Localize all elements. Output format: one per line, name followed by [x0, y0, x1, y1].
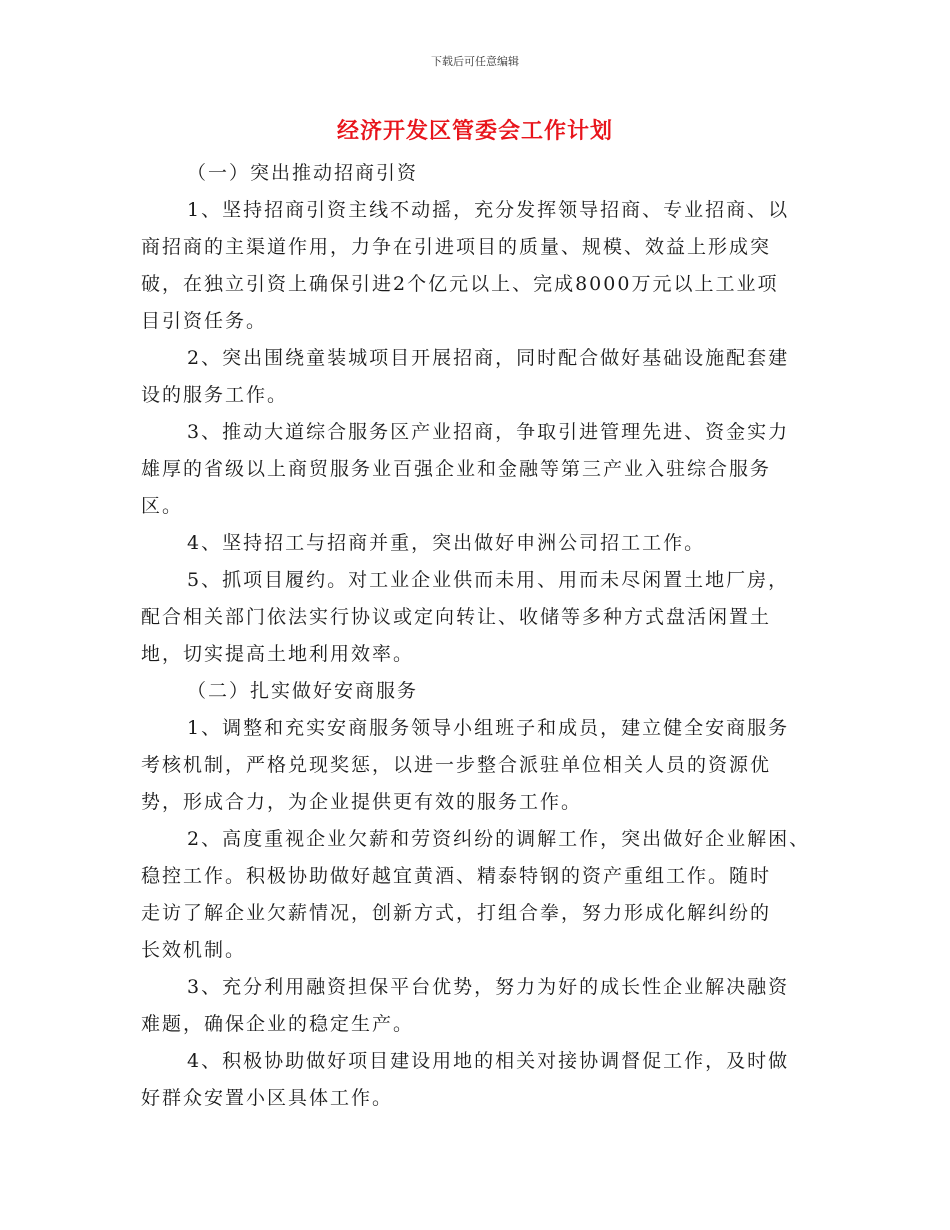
paragraph-line: 雄厚的省级以上商贸服务业百强企业和金融等第三产业入驻综合服务 [141, 458, 772, 480]
paragraph-line: 1、坚持招商引资主线不动摇，充分发挥领导招商、专业招商、以 [187, 199, 790, 221]
paragraph-line: 长效机制。 [141, 939, 247, 961]
paragraph-line: 2、突出围绕童装城项目开展招商，同时配合做好基础设施配套建 [187, 347, 790, 369]
paragraph-line: 3、推动大道综合服务区产业招商，争取引进管理先进、资金实力 [187, 421, 790, 443]
paragraph-line: 5、抓项目履约。对工业企业供而未用、用而未尽闲置土地厂房， [187, 569, 790, 591]
document-body [141, 155, 811, 1117]
paragraph-line: 4、坚持招工与招商并重，突出做好申洲公司招工工作。 [187, 532, 706, 554]
document-title: 经济开发区管委会工作计划 [336, 119, 613, 144]
paragraph-line: 3、充分利用融资担保平台优势，努力为好的成长性企业解决融资 [187, 976, 790, 998]
paragraph-line: 商招商的主渠道作用，力争在引进项目的质量、规模、效益上形成突 [141, 236, 772, 258]
paragraph-line: 走访了解企业欠薪情况，创新方式，打组合拳，努力形成化解纠纷的 [141, 902, 772, 924]
paragraph-line: 区。 [141, 495, 184, 517]
paragraph-line: 难题，确保企业的稳定生产。 [141, 1013, 415, 1035]
paragraph-line: 地，切实提高土地利用效率。 [141, 643, 415, 665]
paragraph-line: 考核机制，严格兑现奖惩，以进一步整合派驻单位相关人员的资源优 [141, 754, 772, 776]
paragraph-line: 稳控工作。积极协助做好越宜黄酒、精泰特钢的资产重组工作。随时 [141, 865, 772, 887]
paragraph-line: 破，在独立引资上确保引进2个亿元以上、完成8000万元以上工业项 [141, 273, 779, 295]
section-heading: （一）突出推动招商引资 [187, 162, 419, 184]
paragraph-line: 设的服务工作。 [141, 384, 289, 406]
paragraph-line: 1、调整和充实安商服务领导小组班子和成员，建立健全安商服务 [187, 717, 790, 739]
paragraph-line: 配合相关部门依法实行协议或定向转让、收储等多种方式盘活闲置土 [141, 606, 772, 628]
paragraph-line: 势，形成合力，为企业提供更有效的服务工作。 [141, 791, 583, 813]
paragraph-line: 4、积极协助做好项目建设用地的相关对接协调督促工作，及时做 [187, 1050, 790, 1072]
section-heading: （二）扎实做好安商服务 [187, 680, 419, 702]
paragraph-line: 目引资任务。 [141, 310, 268, 332]
paragraph-line: 2、高度重视企业欠薪和劳资纠纷的调解工作，突出做好企业解困、 [187, 828, 811, 850]
paragraph-line: 好群众安置小区具体工作。 [141, 1087, 394, 1109]
header-note: 下载后可任意编辑 [431, 55, 519, 68]
